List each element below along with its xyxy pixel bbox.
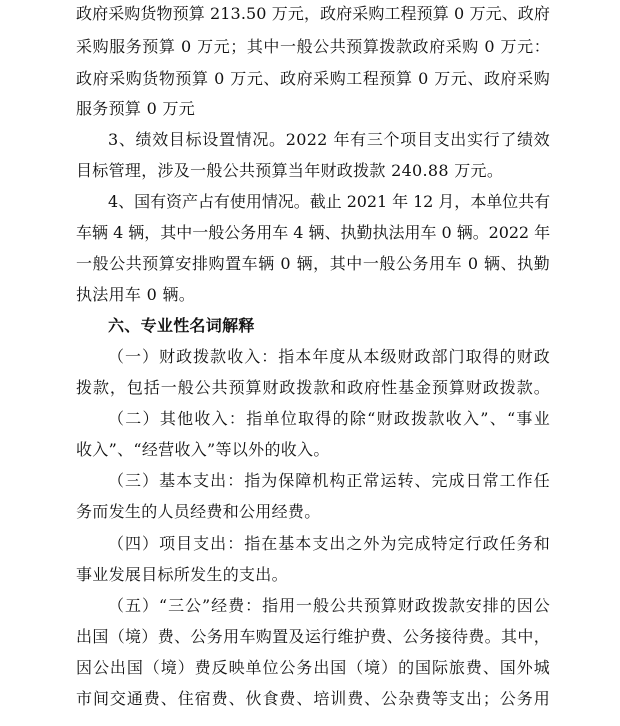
text-line: 4、国有资产占有使用情况。截止 2021 年 12 月，本单位共有 — [108, 192, 550, 211]
text-line: 一般公共预算安排购置车辆 0 辆，其中一般公务用车 0 辆、执勤 — [76, 254, 550, 273]
text-line: 事业发展目标所发生的支出。 — [76, 565, 288, 584]
text-line: 市间交通费、住宿费、伙食费、培训费、公杂费等支出；公务用 — [76, 689, 550, 708]
text-line: 执法用车 0 辆。 — [76, 285, 196, 304]
text-line: （四）项目支出：指在基本支出之外为完成特定行政任务和 — [108, 534, 550, 553]
text-line: 政府采购货物预算 0 万元、政府采购工程预算 0 万元、政府采购 — [76, 69, 550, 88]
text-line: 收入”、“经营收入”等以外的收入。 — [76, 440, 330, 459]
text-line: （五）“三公”经费：指用一般公共预算财政拨款安排的因公 — [108, 596, 550, 615]
text-line: 采购服务预算 0 万元；其中一般公共预算拨款政府采购 0 万元： — [76, 37, 550, 56]
text-line: 车辆 4 辆，其中一般公务用车 4 辆、执勤执法用车 0 辆。2022 年 — [76, 223, 550, 242]
text-line: （一）财政拨款收入：指本年度从本级财政部门取得的财政 — [108, 347, 550, 366]
text-line: 务而发生的人员经费和公用经费。 — [76, 502, 321, 521]
text-line: （三）基本支出：指为保障机构正常运转、完成日常工作任 — [108, 471, 550, 490]
text-line: 服务预算 0 万元 — [76, 99, 196, 118]
text-line: 3、绩效目标设置情况。2022 年有三个项目支出实行了绩效 — [108, 130, 550, 149]
text-line: 拨款，包括一般公共预算财政拨款和政府性基金预算财政拨款。 — [76, 378, 550, 397]
text-line: （二）其他收入：指单位取得的除“财政拨款收入”、“事业 — [108, 409, 550, 428]
text-line: 因公出国（境）费反映单位公务出国（境）的国际旅费、国外城 — [76, 658, 550, 677]
text-line: 出国（境）费、公务用车购置及运行维护费、公务接待费。其中， — [76, 627, 550, 646]
text-line: 目标管理，涉及一般公共预算当年财政拨款 240.88 万元。 — [76, 161, 504, 180]
section-heading: 六、专业性名词解释 — [108, 316, 255, 335]
text-line: 政府采购货物预算 213.50 万元，政府采购工程预算 0 万元、政府 — [76, 4, 551, 23]
